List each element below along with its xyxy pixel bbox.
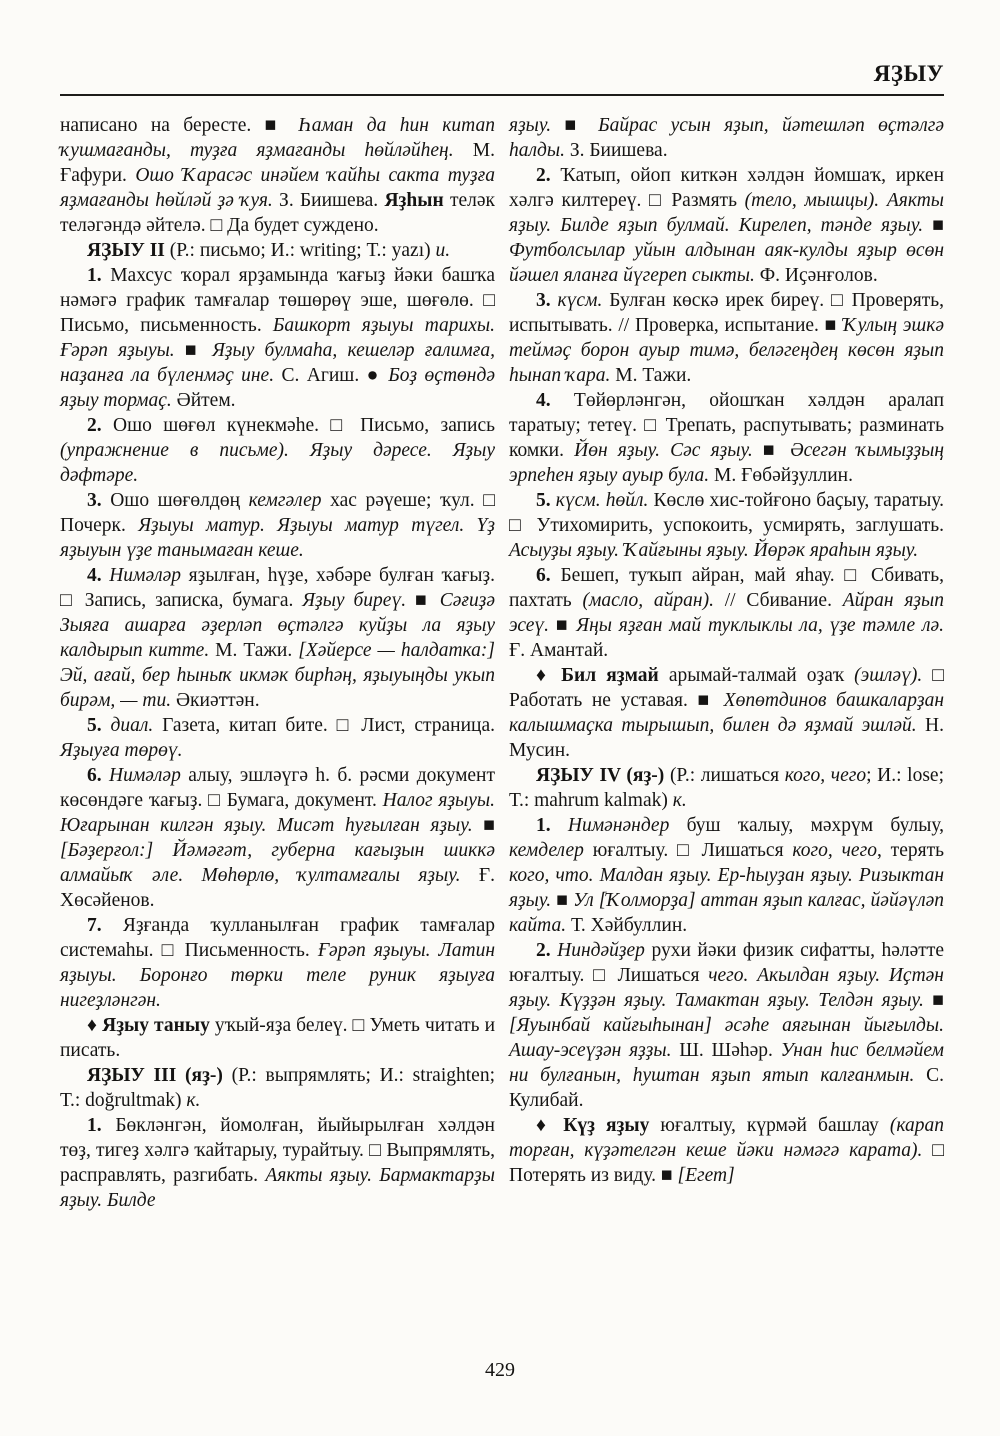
text-run: Яҙыу биреү. [302,590,415,611]
text-run: Нимәнәндер [567,815,687,836]
text-run: күсм. һөйл. [555,490,654,511]
left-column [60,113,495,1213]
text-run: Ғәрәп яҙыуы. Латин яҙыуы. Боронғо төрки теле руник яҙыуға нигеҙләнгән. [60,940,496,1011]
paragraph [509,163,944,288]
text-run: Яҙғанда ҡулланылған график тамғалар системаһы. □ Письменность. [60,915,495,961]
paragraph [60,1063,495,1113]
text-run: ■ [555,615,577,636]
text-run: 1. [87,265,111,286]
text-run: ♦ [87,1015,103,1036]
text-run: юғалтыу, күрмәй башлау [660,1115,890,1136]
text-run: уҡый-яҙа белеү. □ Уметь читать и писать. [60,1015,495,1061]
text-run: Әкиәттән. [175,690,260,711]
text-run: З. Биишева. [279,190,385,211]
text-run: ■ [932,990,944,1011]
paragraph [509,488,944,563]
paragraph [60,1113,495,1213]
text-run: Ошо шөғөл күнекмәһе. □ Письмо, запись [113,415,496,436]
text-run: Яҙыуы матур. Яҙыуы матур түгел. Үҙ яҙыуын үҙе танымаған кеше. [60,515,495,561]
text-run: Ғ. Амантай. [509,640,609,661]
text-run: Яҙыу булмаһа, кешеләр ғалимға, наҙанға ла бүленмәҫ ине. [60,340,495,386]
text-run: Т. Хәйбуллин. [570,915,688,936]
text-run: ■ [556,890,574,911]
text-run: буш ҡалыу, мәхрүм булыу, [686,815,944,836]
text-run: Газета, китап бите. □ Лист, страница. [162,715,495,736]
text-run: кого, чего [792,840,877,861]
text-run: Сәғиҙә Зыяға ашарға әҙерләп өҫтәлгә куйҙы ла яҙыу калдырып китте. [60,590,495,661]
text-run: 4. [87,565,110,586]
text-run: кемделер [509,840,593,861]
text-run: Әсегән ҡымыҙҙың эрпеһен яҙыу ауыр була. [509,440,944,486]
text-run: Яҙыуға төрөү. [60,740,183,761]
text-run: Ш. Шәһәр. [679,1040,781,1061]
text-run: Хөпөтдинов башкаларҙан калышмаҫка тырышып, билен дә яҙмай эшләй. [509,690,944,736]
text-run: Нимәләр [109,565,189,586]
text-run: Ниндәйҙер [557,940,652,961]
text-run: С. Кулибай. [509,1065,944,1111]
text-run: Ҡатып, ойоп киткән хәлдән йомшаҡ, иркен хәлгә килтереү. □ Размять [509,165,944,211]
text-run: Нимәләр [108,765,189,786]
text-run: Аякты яҙыу. Бармактарҙы яҙыу. Билде [60,1165,495,1211]
text-run: ♦ [536,665,562,686]
text-run: З. Биишева. [569,140,668,161]
text-run: Унан һис белмәйем ни булғанын, һуштан яҙып ятып калғанмын. [509,1040,944,1086]
text-run: 1. [87,1115,116,1136]
text-run: (масло, айран). [582,590,725,611]
paragraph [509,388,944,488]
text-run: Ул [Ҡолморҙа] аттан яҙып калғас, йәйәүләп кайта. [509,890,945,936]
paragraph [60,413,495,488]
paragraph [509,663,944,763]
text-run: написано на бересте. ■ [60,115,299,136]
text-run: Ф. Иҫәнғолов. [759,265,878,286]
paragraph [60,1013,495,1063]
text-run: (Р.: выпрямлять; И.: straighten; Т.: doğrultmak) [60,1065,495,1111]
text-run: Ошо Ҡарасәс инәйем ҡайһы сакта туҙға яҙмағанды һөйләй ҙә ҡуя. [60,165,496,211]
text-run: юғалтыу. □ Лишаться [592,840,793,861]
paragraph [509,813,944,938]
text-run: Бил яҙмай [561,665,669,686]
text-run: 4. [536,390,574,411]
right-column [509,113,944,1213]
paragraph [509,938,944,1113]
text-run: 5. [536,490,556,511]
header-rule [60,94,944,96]
paragraph [60,763,495,913]
text-run: Бешеп, туҡып айран, май яһау. □ Сбивать, пахтать [509,565,944,611]
text-run: 5. [87,715,111,736]
text-run: С. Агиш. ● [281,365,389,386]
paragraph [509,763,944,813]
text-run: диал. [110,715,163,736]
text-run: 3. [87,490,111,511]
text-run: к. [672,790,687,811]
text-run: □ Работать не уставая. ■ [509,665,945,711]
paragraph [60,913,495,1013]
text-run: М. Тажи. [615,365,692,386]
paragraph [509,563,944,663]
text-run: Яҙыу таныу [102,1015,215,1036]
text-run: Төйөрләнгән, ойошҡан хәлдән аралап таратыу; тетеү. □ Трепать, распутывать; разминать комки. [509,390,945,461]
text-run: Ғ. Хөсәйенов. [60,865,495,911]
paragraph [60,263,495,413]
text-run: ■ [564,115,599,136]
text-run: (упражнение в письме). Яҙыу дәресе. Яҙыу дәфтәре. [60,440,495,486]
text-run: яҙыу. [509,115,565,136]
text-run: Налог яҙыуы. Юғарынан килгән яҙыу. Мисәт һуғылған яҙыу. [60,790,495,836]
text-run: ЯҘЫУ III (яҙ-) [87,1065,232,1086]
text-run: // Сбивание. [724,590,843,611]
text-run: М. Ғафури. [60,140,495,186]
paragraph [509,288,944,388]
text-run: □ Потерять из виду. ■ [509,1140,944,1186]
text-run: 7. [87,915,123,936]
text-run: (Р.: письмо; И.: writing; Т.: yazı) [169,240,436,261]
paragraph [60,563,495,713]
text-run: ; И.: lose; Т.: mahrum kalmak) [509,765,944,811]
text-run: Көслө хис-тойғоно баҫыу, таратыу. □ Утихомирить, успокоить, усмирять, заглушать. [509,490,944,536]
paragraph [60,238,495,263]
text-run: ■ [184,340,213,361]
text-run: Күҙ яҙыу [563,1115,661,1136]
running-head: ЯҘЫУ [873,61,944,86]
text-run: Ошо шөғөлдөң [110,490,249,511]
text-run: Махсус ҡорал ярҙамында ҡағыҙ йәки башҡа нәмәгә график тамғалар төшөрөү эше, шөғөлө. □ Письмо, письменность. [60,265,495,336]
text-run: [Егет] [677,1165,735,1186]
text-run: арымай-талмай оҙаҡ [668,665,855,686]
text-run: Бөкләнгән, йомолған, йыйырылған хәлдән төҙ, тигеҙ хәлгә ҡайтарыу, турайтыу. □ Выпрямлять, расправлять, разгибать. [60,1115,495,1186]
text-run: чего. Акылдан яҙыу. Иҫтән яҙыу. Күҙҙән яҙыу. Тамактан яҙыу. Телдән яҙыу. [509,965,944,1011]
text-run: (эшләү). [854,665,933,686]
text-run: 3. [536,290,558,311]
text-run: 2. [87,415,114,436]
text-run: ■ [762,440,791,461]
text-run: Боҙ өҫтөндә яҙыу тормаҫ. [60,365,495,411]
text-run: [Хәйерсе — һалдатка:] Эй, ағай, бер һыныҡ икмәк бирһәң, яҙыуыңды укып бирәм, — ти. [60,640,495,711]
text-run: Яңы яҙған май туклыклы ла, үҙе тәмле лә. [576,615,945,636]
text-run: кемгәлер [248,490,331,511]
text-run: М. Ғөбәйҙуллин. [714,465,853,486]
text-run: Булған көскә ирек биреү. □ Проверять, испытывать. // Проверка, испытание. ■ [509,290,944,336]
page-number: 429 [485,1359,515,1381]
text-run: теләк теләгәндә әйтелә. □ Да будет суждено. [60,190,495,236]
text-run: М. Тажи. [215,640,299,661]
text-run: Яҙһын [384,190,450,211]
text-run: Йөн яҙыу. Сәс яҙыу. [574,440,763,461]
text-run: Ҡулың эшкә теймәҫ борон ауыр тимә, беләгеңдең көсөн яҙып һынап ҡара. [509,315,944,386]
text-run: ■ [483,815,495,836]
text-run: 6. [87,765,109,786]
text-run: рухи йәки физик сифатты, һәләтте юғалтыу. □ Лишаться [509,940,945,986]
text-run: 2. [536,165,561,186]
text-run: к. [186,1090,201,1111]
text-run: Футболсылар уйын алдынан аяк-кулды яҙыр өсөн йәшел яланға йүгереп сыкты. [509,240,944,286]
text-run: яҙылған, һүҙе, хәбәре булған ҡағыҙ. □ Запись, записка, бумага. [60,565,496,611]
text-run: Әйтем. [176,390,236,411]
text-run: Н. Мусин. [509,715,944,761]
text-run: күсм. [557,290,610,311]
text-run: 2. [536,940,558,961]
text-run: кого, чего [784,765,867,786]
text-run: Башкорт яҙыуы тарихы. Ғәрәп яҙыуы. [60,315,495,361]
text-run: (карап торған, күҙәтелгән кеше йәки нәмәгә карата). [509,1115,944,1161]
text-run: (Р.: лишаться [669,765,785,786]
text-run: ЯҘЫУ IV (яҙ-) [536,765,670,786]
paragraph [60,113,495,238]
paragraph [509,113,944,163]
text-run: и. [435,240,451,261]
text-run: алыу, эшләүгә һ. б. рәсми документ көсөндәге ҡағыҙ. □ Бумага, документ. [60,765,496,811]
paragraph [60,713,495,763]
text-run: ■ [414,590,440,611]
text-run: 1. [536,815,568,836]
text-run: кого, что. Малдан яҙыу. Ер-һыуҙан яҙыу. Ризыктан яҙыу. [509,865,944,911]
paragraph [509,1113,944,1188]
text-run: Байрас усын яҙып, йәтешләп өҫтәлгә һалды. [509,115,945,161]
text-run: ■ [932,215,944,236]
text-run: [Яуынбай кайғыһынан] әсәһе аяғынан йығылды. Ашау-эсеүҙән яҙҙы. [509,1015,944,1061]
text-run: Айран яҙып эсеү. [509,590,944,636]
text-run: ♦ [536,1115,564,1136]
text-run: Һаман да һин китап ҡушмағанды, туҙға яҙмағанды һөйләйһең. [60,115,495,161]
text-run: [Бәҙерғол:] Йәмәғәт, губерна кағыҙын шиккә алмайыҡ әле. Мөһөрлө, ҡултамғалы яҙыу. [60,840,495,886]
text-run: Асыуҙы яҙыу. Ҡайғыны яҙыу. Йөрәк яраһын яҙыу. [509,540,919,561]
text-run: 6. [536,565,561,586]
text-run: ЯҘЫУ II [87,240,170,261]
text-run: (тело, мышцы). Аякты яҙыу. Билде яҙып булмай. Кирелеп, тәнде яҙыу. [509,190,944,236]
text-run: , терять [876,840,944,861]
text-run: хас рәүеше; ҡул. □ Почерк. [60,490,496,536]
paragraph [60,488,495,563]
text-columns [60,113,944,1213]
